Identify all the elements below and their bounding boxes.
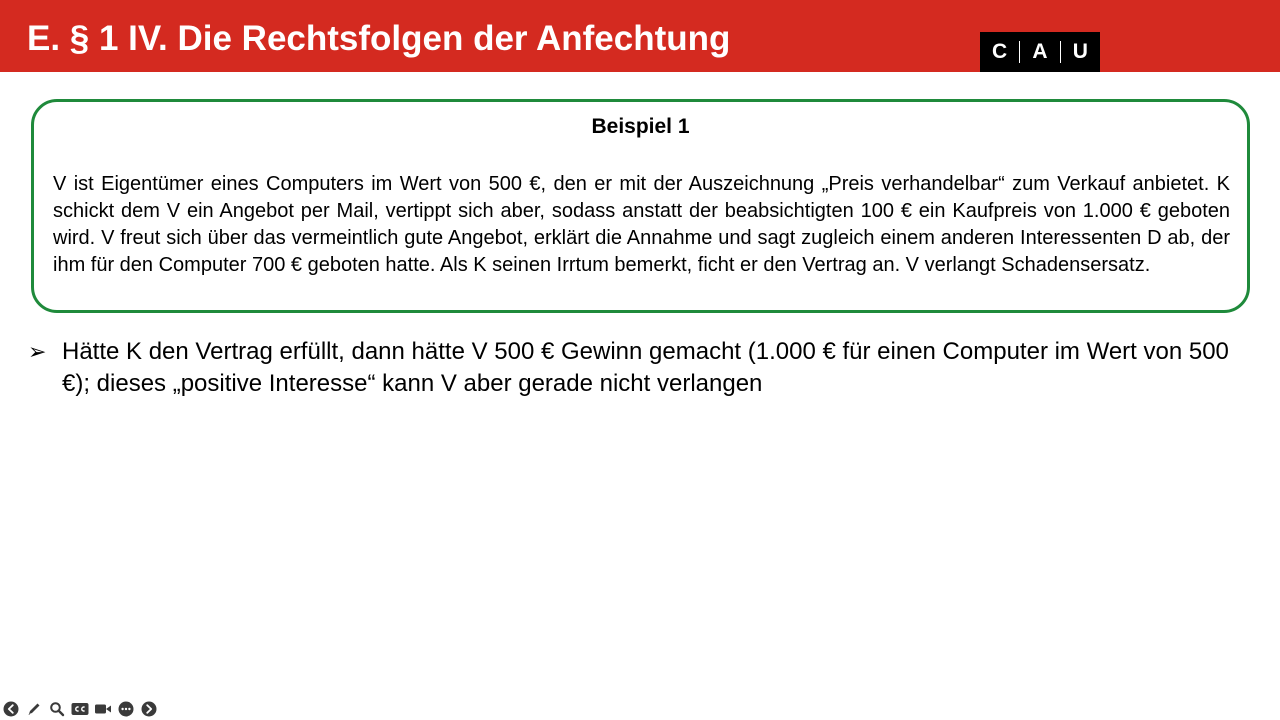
example-box xyxy=(31,99,1250,313)
header-bar xyxy=(0,0,1280,72)
logo-separator xyxy=(1060,41,1061,63)
logo-letter-u: U xyxy=(1072,40,1088,63)
logo-letter-c: C xyxy=(992,40,1008,63)
logo-letter-a: A xyxy=(1032,40,1048,63)
camera-icon[interactable] xyxy=(94,700,112,718)
previous-icon[interactable] xyxy=(2,700,20,718)
bullet-text: Hätte K den Vertrag erfüllt, dann hätte V 500 € Gewinn gemacht (1.000 € für einen Computer im Wert von 500 €); dieses „positive Interesse“ kann V aber gerade nicht verlangen xyxy=(62,338,1229,397)
cau-logo xyxy=(980,32,1100,72)
captions-icon[interactable] xyxy=(71,700,89,718)
example-title: Beispiel 1 xyxy=(591,115,690,138)
arrow-bullet-icon: ➢ xyxy=(28,339,47,364)
example-text: V ist Eigentümer eines Computers im Wert von 500 €, den er mit der Auszeichnung „Preis verhandelbar“ zum Verkauf anbietet. K schickt dem V ein Angebot per Mail, vertippt sich aber, sodass anstatt der beabsichtigten 100 € ein Kaufpreis von 1.000 € geboten wird. V freut sich über das vermeintlich gute Angebot, erklärt die Annahme und sagt zugleich einem anderen Interessenten D ab, der ihm für den Computer 700 € geboten hatte. Als K seinen Irrtum bemerkt, ficht er den Vertrag an. V verlangt Schadensersatz. xyxy=(53,173,1230,276)
slide-toolbar xyxy=(2,700,158,718)
zoom-icon[interactable] xyxy=(48,700,66,718)
logo-separator xyxy=(1019,41,1020,63)
next-icon[interactable] xyxy=(140,700,158,718)
more-icon[interactable] xyxy=(117,700,135,718)
pen-icon[interactable] xyxy=(25,700,43,718)
slide-title: E. § 1 IV. Die Rechtsfolgen der Anfechtung xyxy=(27,19,731,58)
